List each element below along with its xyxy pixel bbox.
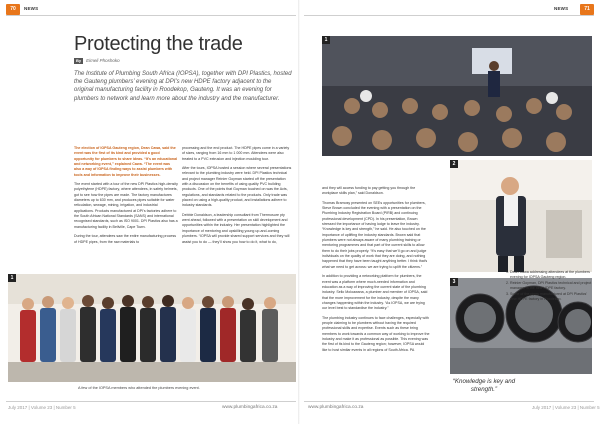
speaker-photo-image [450, 160, 592, 272]
section-label-right: NEWS [554, 6, 569, 11]
right-page [300, 0, 600, 424]
left-column-1 [74, 146, 178, 249]
footer-date-left: July 2017 | Volume 23 | Number 5 [8, 405, 76, 410]
group-photo-caption: A few of the IOPSA members who attended the plumbers evening event. [78, 386, 200, 390]
paragraph: processing and the end product. The HDPE pipes come in a variety of sizes, ranging from 16 mm to 1 000 mm. Attendees were also treated to a PVC extrusion and injection moulding tour. [182, 146, 290, 161]
paragraph: Debbie Donaldson, a leadership consultant from Thermosure pty went ahead, followed with a presentation on skill development and opportunities within the industry. Her presentation highlighted the importance of mentoring and upskilling young up-and-coming plumbers. “IOPSA will provide shared support services and they will assist you to do — they’ll show you how to do it, what to do, [182, 212, 290, 244]
header-rule-right [304, 15, 594, 16]
photo-number: 3 [450, 278, 458, 286]
article-title: Protecting the trade [74, 33, 243, 55]
footer-rule-left [6, 401, 296, 402]
footer-date-right: July 2017 | Volume 23 | Number 5 [532, 405, 600, 410]
byline-tag: By [76, 57, 82, 63]
audience-photo-image [322, 36, 592, 156]
paragraph: During the tour, attendees saw the entire manufacturing process of HDPE pipes, from the raw materials to [74, 234, 177, 244]
article-intro: The Institute of Plumbing South Africa (IOPSA), together with DPI Plastics, hosted the Gauteng plumbers’ evening at DPI’s new HDPE factory adjacent to the original manufacturing facility in Roodekop, Gauteng. It was an evening for plumbers to network and learn more about the industry and the manufacturer. [74, 71, 292, 102]
speaker-photo [450, 160, 592, 272]
caption-item: 1. Dean Cawa addressing attendees at the plumbers evening for IOPSA Gauteng region. [510, 270, 594, 280]
byline [74, 57, 120, 64]
footer-url-left[interactable]: www.plumbingafrica.co.za [222, 405, 278, 410]
photo-captions [502, 270, 594, 303]
paragraph-lead: The election of IOPSA Gauteng region, Dean Cawa, said the event was the first of its kind and provided a good opportunity for plumbers to share ideas. “It’s an educational and networking event,” explained Cawa. “The event was also a way of IOPSA finding ways to assist plumbers with tools and information to improve their businesses. [74, 146, 178, 177]
byline-author: Eimeli Phoshoko [86, 58, 120, 63]
caption-item: 2. Reinier Goyman, DPI Plastics technical and project manager, in the new HDPE factory. [510, 281, 594, 291]
header-rule-left [6, 15, 296, 16]
right-column-1 [322, 186, 430, 357]
caption-item: 3. Some of the pipes manufactured at DPI Plastics’ new HDPE factory in Roodekop. [510, 292, 594, 302]
pull-quote: “Knowledge is key and strength.” [452, 378, 516, 393]
footer-url-right[interactable]: www.plumbingafrica.co.za [308, 405, 364, 410]
page-number-left: 70 [6, 4, 20, 15]
paragraph: The plumbing industry continues to face challenges, especially with people claiming to be plumbers without having the required professional skills and expertise. Events such as these bring members to work towards a common way of working to improve the industry and make it as professional as possible. This evening was the first of its kind to the Gauteng region; however, IOPSA would like to host similar events in all regions of South Africa. PA [322, 315, 430, 352]
group-photo-image [8, 274, 296, 382]
audience-photo [322, 36, 592, 156]
page-number-right: 71 [580, 4, 594, 15]
paragraph: Thomas Bramosy presented on SEEs opportunities for plumbers, Steve Brown concluded the evening with a presentation on the Plumbing Industry Registration Board (PIRB) and continuing professional development (CPD). In his presentation, Brown stressed the importance of having lodge to leave the industry. “Knowledge is key and strength,” he said. He also touched on the importance of uplifting the industry standards. Brown said that plumbers were not always aware of many plumbing training or mentoring programmes and that part of the current skills to allow them to do their jobs properly. “It’s easy that we’ll go on and judge individuals on the quality of work that they are doing, and nothing happened that they have been taught anything better. I think that’s what we need to get across: we are trying to uplift the citizens.” [322, 200, 428, 269]
paragraph: and they will access funding to pay getting you through the workplace skills plan,” said Donaldson. [322, 186, 416, 196]
paragraph: After the tours, IOPSA hosted a session where several presentations relevant to the plumbing industry were held. DPI Plastics technical and project manager Reinier Goyman started off the presentation with a discussion on the benefits of using quality PVC building products. One of the points that Goyman touched on was the Acts, regulations, and standards related to the products. Only trade was placed on using a high-quality product, and installations adhere to industry standards. [182, 166, 292, 208]
footer-rule-right [304, 401, 594, 402]
group-photo [8, 274, 296, 382]
photo-number: 2 [450, 160, 458, 168]
photo-number: 1 [8, 274, 16, 282]
photo-number: 1 [322, 36, 330, 44]
section-label-left: NEWS [24, 6, 39, 11]
paragraph: In addition to providing a networking platform for plumbers, the event was a platform where much-needed information and education as a way of improving the current state of the plumbing industry. Sello Moloawana, a plumber and member of IOPSA, said that the more improvement for the industry, despite the many changes happening within the industry. “As IOPSA, we are trying our level best to standardise the industry.” [322, 274, 428, 311]
left-column-2 [182, 146, 292, 249]
paragraph: The event started with a tour of the new DPI Plastics high-density polyethylene (HDPE) factory, where attendees, in safety helmets, got to see how the pipes are made. The factory manufactures diameters up to 630 mm, and produces pipes suitable for water reticulation, sewage, mining, irrigation, and industrial applications. Products manufactured at DPI’s factories adhere to the South African National Standards (SANS) and international recognised standards, such as ISO 9001. DPI Plastics also has a manufacturing facility in Bellville, Cape Town. [74, 182, 178, 229]
